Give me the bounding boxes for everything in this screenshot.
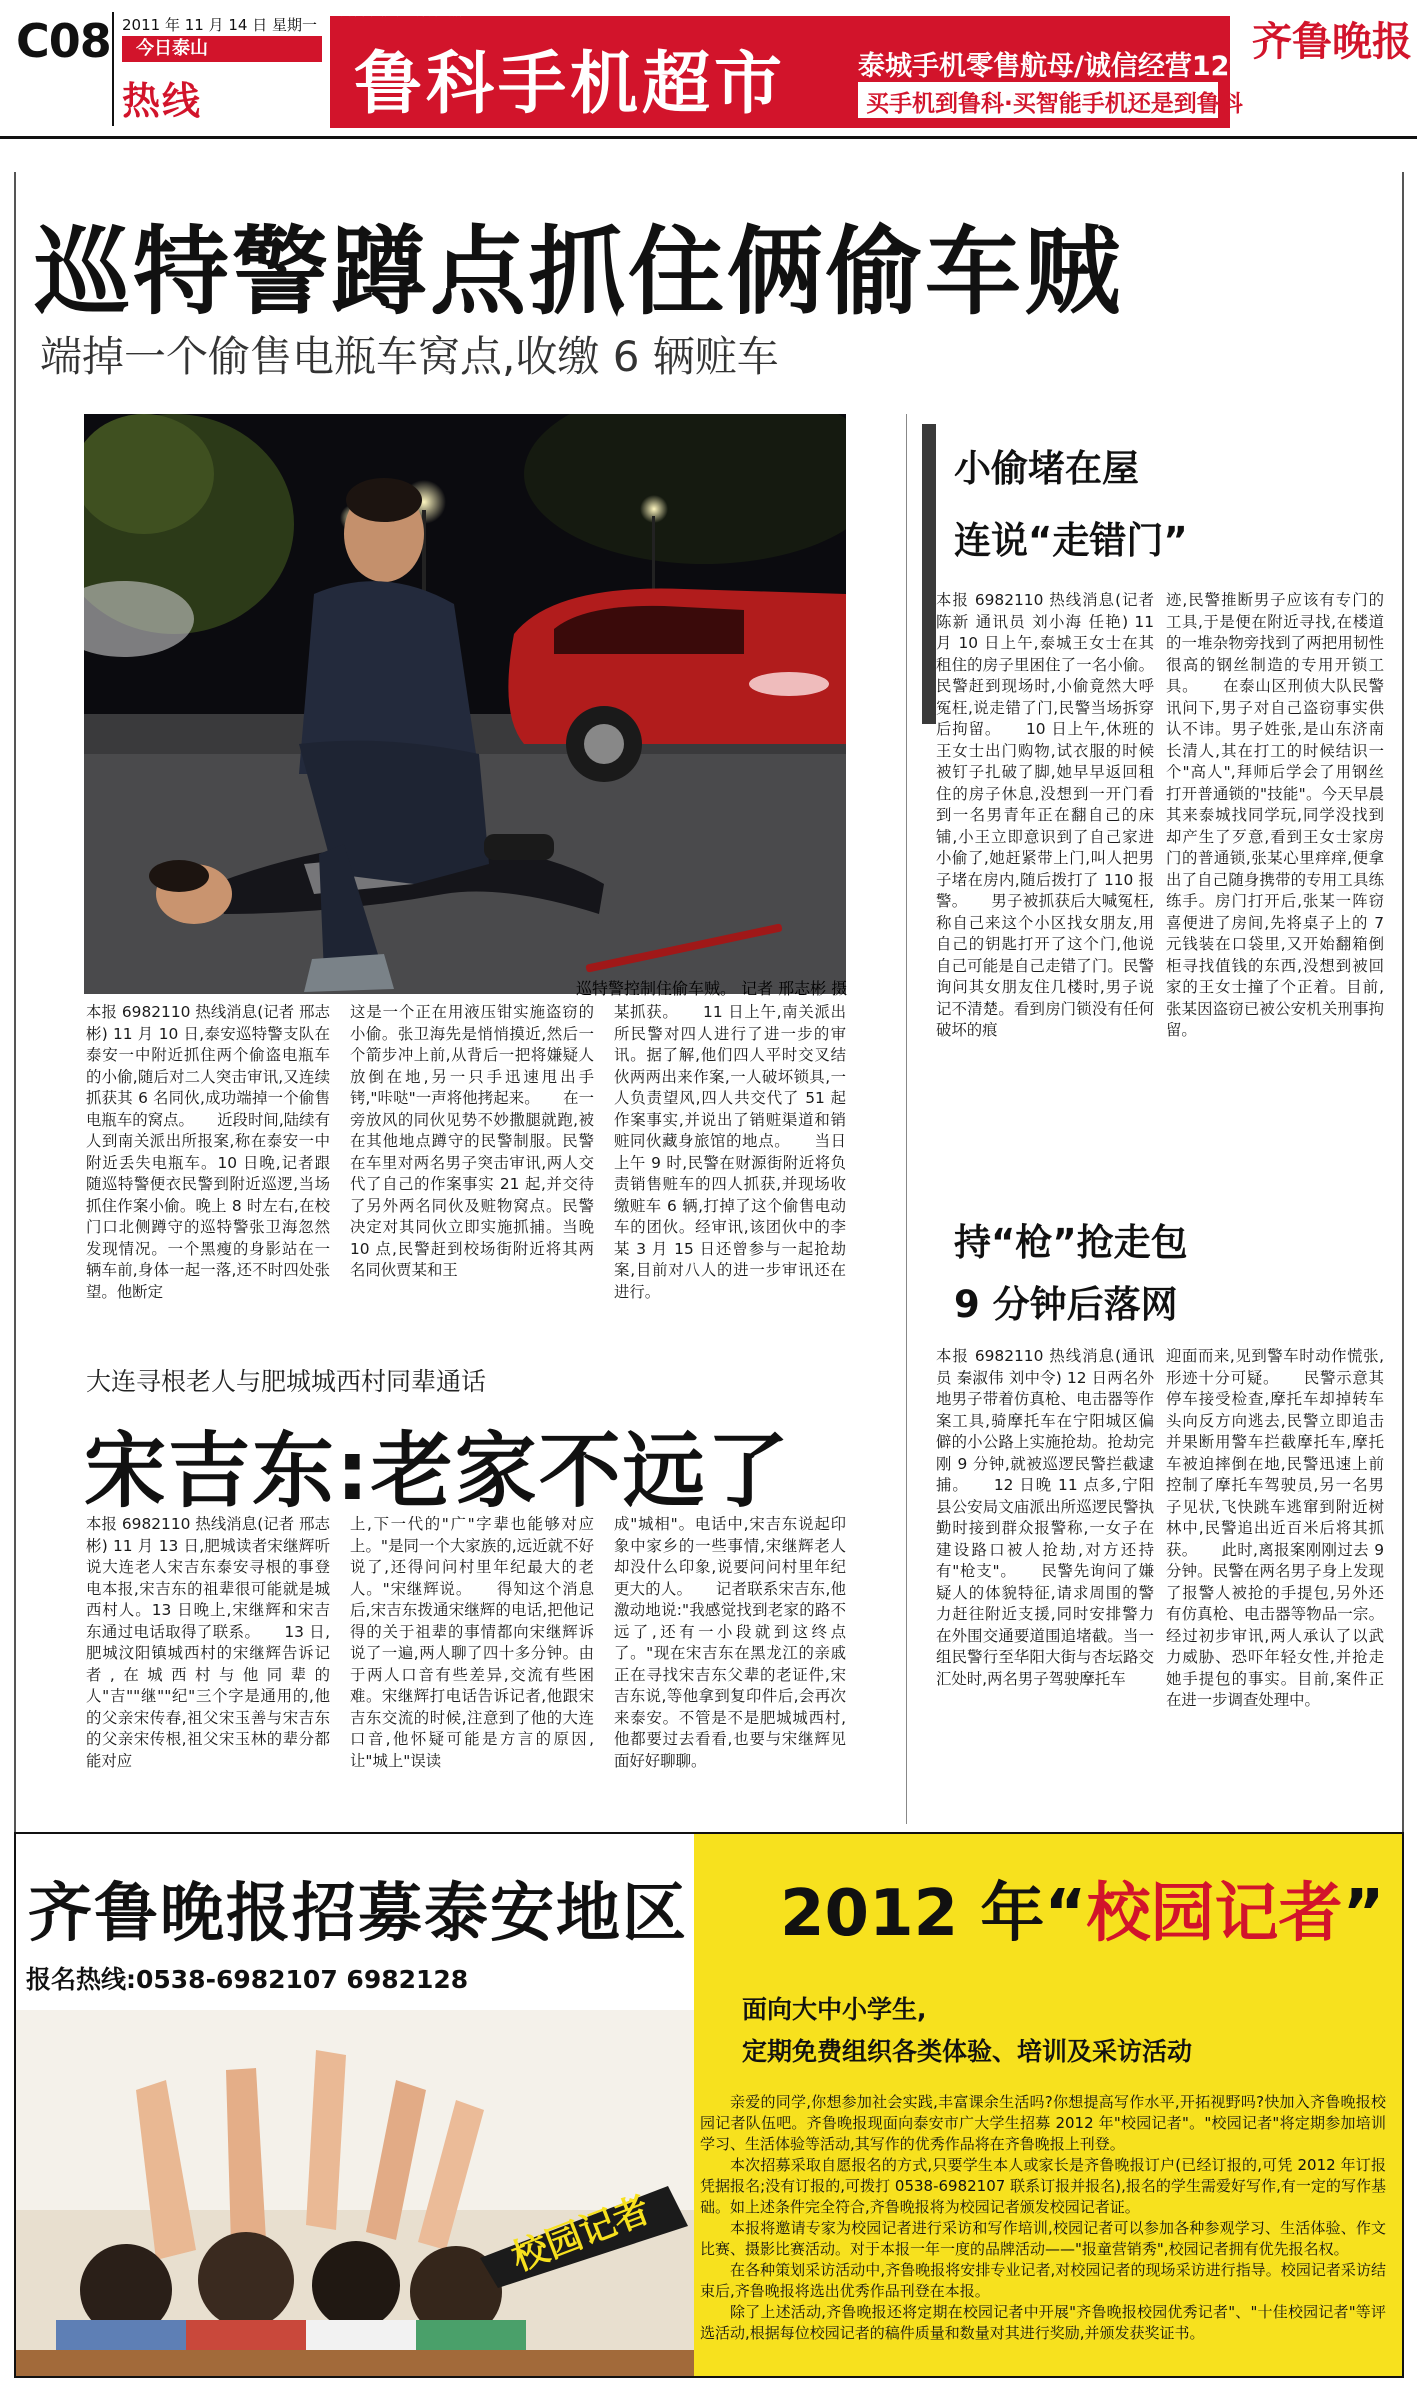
story2-kicker: 大连寻根老人与肥城城西村同辈通话: [86, 1367, 487, 1396]
ad-subhead-1: 面向大中小学生,: [742, 1995, 927, 2024]
story2-column-3: 成"城相"。电话中,宋吉东说起印象中家乡的一些事情,宋继辉老人却没什么印象,说要问问村里年纪更大的人。 记者联系宋吉东,他激动地说:"我感觉找到老家的路不远了,还有一小段就到这终点了。"现在宋吉东在黑龙江的亲戚正在寻找宋吉东父辈的老证件,宋吉东说,等他拿到复印件后,会再次来泰安。不管是不是肥城城西村,他都要过去看看,也要与宋继辉见面好好聊聊。: [614, 1515, 846, 1770]
side2-column-2: 迎面而来,见到警车时动作慌张,形迹十分可疑。 民警示意其停车接受检查,摩托车却掉转车头向反方向逃去,民警立即追击并果断用警车拦截摩托车,摩托车被迫摔倒在地,民警迅速上前控制了摩托车驾驶员,另一名男子见状,飞快跳车逃窜到附近树林中,民警追出近百米后将其抓获。 此时,离报案刚刚过去 9 分钟。民警在两名男子身上发现了报警人被抢的手提包,另外还有仿真枪、电击器等物品一宗。经过初步审讯,两人承认了以武力威胁、恐吓年轻女性,并抢走她手提包的事实。目前,案件正在进一步调查处理中。: [1166, 1347, 1384, 1709]
story2-column-1: 本报 6982110 热线消息(记者 邢志彬) 11 月 13 日,肥城读者宋继辉听说大连老人宋吉东泰安寻根的事登电本报,宋吉东的祖辈很可能就是城西村人。13 日晚上,宋继辉和宋吉东通过电话取得了联系。 13 日,肥城汶阳镇城西村的宋继辉告诉记者,在城西村与他同辈的人"吉""继""纪"三个字是通用的,他的父亲宋传春,祖父宋玉善与宋吉东的父亲宋传根,祖父宋玉林的辈分都能对应: [86, 1515, 330, 1770]
date-line: 2011 年 11 月 14 日 星期一: [122, 16, 317, 34]
campus-reporter-badge: [472, 2176, 694, 2292]
banner-slogan-2: 买手机到鲁科·买智能手机还是到鲁科: [866, 91, 1243, 117]
ad-paragraph: 除了上述活动,齐鲁晚报还将定期在校园记者中开展"齐鲁晚报校园优秀记者"、"十佳校园记者"等评选活动,根据每位校园记者的稿件质量和数量对其进行奖励,并颁发获奖证书。: [700, 2303, 1386, 2342]
section-name: 热线: [122, 79, 203, 123]
ad-title-close: ”: [1342, 1877, 1385, 1951]
photo-caption: 巡特警控制住偷车贼。 记者 邢志彬 摄: [576, 979, 848, 998]
frame-right: [1402, 172, 1404, 1832]
main-headline: 巡特警蹲点抓住俩偷车贼: [34, 216, 1123, 328]
side1-headline-1: 小偷堵在屋: [954, 447, 1139, 490]
main-subheadline: 端掉一个偷售电瓶车窝点,收缴 6 辆赃车: [40, 332, 779, 381]
side1-headline-2: 连说“走错门”: [954, 519, 1188, 562]
badge-label: 校园记者: [506, 2189, 656, 2280]
page-number: C08: [16, 14, 111, 68]
header-divider: [112, 12, 114, 126]
side2-headline-1: 持“枪”抢走包: [954, 1221, 1188, 1264]
column-divider: [906, 414, 907, 1824]
main-story-column-3: 某抓获。 11 日上午,南关派出所民警对四人进行了进一步的审讯。据了解,他们四人平时交叉结伙两两出来作案,一人破坏锁具,一人负责望风,四人共交代了 51 起作案事实,并说出了销赃渠道和销赃同伙藏身旅馆的地点。 当日上午 9 时,民警在财源街附近将负责销售赃车的四人抓获,并现场收缴赃车 6 辆,打掉了这个偷售电动车的团伙。经审讯,该团伙中的李某 3 月 15 日还曾参与一起抢劫案,目前对八人的进一步审讯还在进行。: [614, 1003, 846, 1301]
side1-column-2: 迹,民警推断男子应该有专门的工具,于是便在附近寻找,在楼道的一堆杂物旁找到了两把用韧性很高的钢丝制造的专用开锁工具。 在泰山区刑侦大队民警讯问下,男子对自己盗窃事实供认不讳。男子姓张,是山东济南长清人,其在打工的时候结识一个"高人",拜师后学会了用钢丝打开普通锁的"技能"。今天早晨其来泰城找同学玩,同学没找到却产生了歹意,看到王女士家房门的普通锁,张某心里痒痒,便拿出了自己随身携带的专用工具练练手。房门打开后,张某一阵窃喜便进了房间,先将桌子上的 7 元钱装在口袋里,又开始翻箱倒柜寻找值钱的东西,没想到被回家的王女士撞了个正着。目前,张某因盗窃已被公安机关刑事拘留。: [1166, 591, 1384, 1039]
editor-credits: 编辑 安然 组版 赵鹏: [338, 3, 464, 19]
sidebar-accent-bar: [922, 424, 936, 724]
section-tab[interactable]: 今日泰山: [122, 36, 322, 62]
banner-slogan: 泰城手机零售航母/诚信经营12年: [858, 51, 1257, 82]
main-story-column-2: 这是一个正在用液压钳实施盗窃的小偷。张卫海先是悄悄摸近,然后一个箭步冲上前,从背后一把将嫌疑人放倒在地,另一只手迅速甩出手铐,"咔哒"一声将他拷起来。 在一旁放风的同伙见势不妙撒腿就跑,被在其他地点蹲守的民警制服。民警在车里对两名男子突击审讯,两人交代了自己的作案事实 21 起,并交待了另外两名同伙及赃物窝点。民警决定对其同伙立即实施抓捕。当晚 10 点,民警赶到校场街附近将其两名同伙贾某和王: [350, 1003, 594, 1279]
news-photo: [84, 414, 846, 994]
side1-column-1: 本报 6982110 热线消息(记者 陈新 通讯员 刘小海 任艳) 11 月 10 日上午,泰城王女士在其租住的房子里困住了一名小偷。民警赶到现场时,小偷竟然大呼冤枉,说走错了门,民警当场拆穿后拘留。 10 日上午,休班的王女士出门购物,试衣服的时候被钉子扎破了脚,她早早返回租住的房子休息,没想到一开门看到一名男青年正在翻自己的床铺,小王立即意识到了自己家进小偷了,她赶紧带上门,叫人把男子堵在房内,随后拨打了 110 报警。 男子被抓获后大喊冤枉,称自己来这个小区找女朋友,用自己的钥匙打开了这个门,他说自己可能是自己走错了门。民警询问其女朋友住几楼时,男子说记不清楚。看到房门锁没有任何破坏的痕: [936, 591, 1154, 1039]
ad-title: 齐鲁晚报招募泰安地区: [28, 1877, 688, 1951]
side2-column-1: 本报 6982110 热线消息(通讯员 秦淑伟 刘中令) 12 日两名外地男子带着仿真枪、电击器等作案工具,骑摩托车在宁阳城区偏僻的小公路上实施抢劫。抢劫完刚 9 分钟,就被巡逻民警拦截逮捕。 12 日晚 11 点多,宁阳县公安局文庙派出所巡逻民警执勤时接到群众报警称,一女子在建设路口被人抢劫,对方还持有"枪支"。 民警先询问了嫌疑人的体貌特征,请求周围的警力赶往附近支援,同时安排警力在外围交通要道围追堵截。当一组民警行至华阳大街与杏坛路交汇处时,两名男子驾驶摩托车: [936, 1347, 1154, 1688]
ad-subhead-2: 定期免费组织各类体验、培训及采访活动: [742, 2037, 1193, 2066]
banner-title: 鲁科手机超市: [354, 45, 787, 124]
ad-title-year: [780, 1862, 1385, 1954]
photo-illustration: [84, 414, 846, 994]
ad-year-text: 2012 年“: [780, 1877, 1087, 1951]
story2-headline: 宋吉东:老家不远了: [84, 1424, 791, 1519]
frame-left: [14, 172, 16, 1832]
main-story-column-1: 本报 6982110 热线消息(记者 邢志彬) 11 月 10 日,泰安巡特警支队在泰安一中附近抓住两个偷盗电瓶车的小偷,随后对二人突击审讯,又连续抓获其 6 名同伙,成功端掉一个偷售电瓶车的窝点。 近段时间,陆续有人到南关派出所报案,称在泰安一中附近丢失电瓶车。10 日晚,记者跟随巡特警便衣民警到附近巡逻,当场抓住作案小偷。晚上 8 时左右,在校门口北侧蹲守的巡特警张卫海忽然发现情况。一个黑瘦的身影站在一辆车前,身体一起一落,还不时四处张望。他断定: [86, 1003, 330, 1301]
ad-title-tag: 校园记者: [1086, 1876, 1343, 1951]
story2-column-2: 上,下一代的"广"字辈也能够对应上。"是同一个大家族的,远近就不好说了,还得问问村里年纪最大的老人。"宋继辉说。 得知这个消息后,宋吉东拨通宋继辉的电话,把他记得的关于祖辈的事情都向宋继辉诉说了一遍,两人聊了四十多分钟。由于两人口音有些差异,交流有些困难。宋继辉打电话告诉记者,他跟宋吉东交流的时候,注意到了他的大连口音,他怀疑可能是方言的原因,让"城上"误读: [350, 1515, 594, 1770]
ad-paragraph: 亲爱的同学,你想参加社会实践,丰富课余生活吗?你想提高写作水平,开拓视野吗?快加入齐鲁晚报校园记者队伍吧。齐鲁晚报现面向泰安市广大学生招募 2012 年"校园记者"。"校园记者"将定期参加培训学习、生活体验等活动,其写作的优秀作品将在齐鲁晚报上刊登。: [700, 2093, 1386, 2153]
side2-headline-2: 9 分钟后落网: [954, 1283, 1178, 1326]
header-rule: [0, 136, 1417, 139]
ad-paragraph: 本次招募采取自愿报名的方式,只要学生本人或家长是齐鲁晚报订户(已经订报的,可凭 2012 年订报凭据报名;没有订报的,可拨打 0538-6982107 联系订报并报名),报名的学生需爱好写作,有一定的写作基础。如上述条件完全符合,齐鲁晚报将为校园记者颁发校园记者证。: [700, 2156, 1386, 2216]
ad-hotline[interactable]: 报名热线:0538-6982107 6982128: [26, 1965, 469, 1994]
ad-body: [700, 2092, 1386, 2344]
ad-paragraph: 在各种策划采访活动中,齐鲁晚报将安排专业记者,对校园记者的现场采访进行指导。校园记者采访结束后,齐鲁晚报将选出优秀作品刊登在本报。: [700, 2261, 1386, 2300]
newspaper-logo: 齐鲁晚报: [1252, 18, 1412, 65]
ad-paragraph: 本报将邀请专家为校园记者进行采访和写作培训,校园记者可以参加各种参观学习、生活体验、作文比赛、摄影比赛活动。对于本报一年一度的品牌活动——"报童营销秀",校园记者拥有优先报名权。: [700, 2219, 1386, 2258]
